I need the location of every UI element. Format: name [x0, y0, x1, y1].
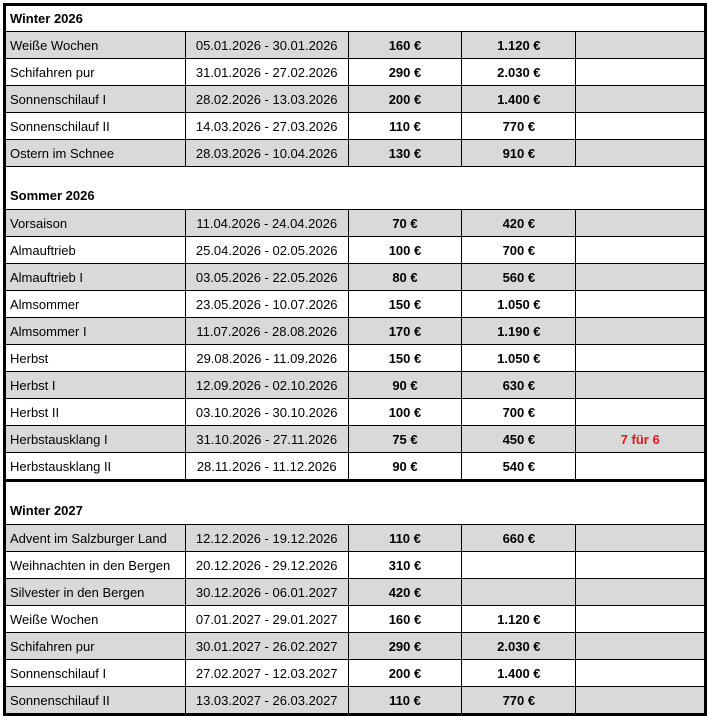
week-price-cell: 770 € — [462, 687, 576, 715]
week-price-cell: 910 € — [462, 140, 576, 167]
note-cell — [576, 552, 706, 579]
price-cell: 310 € — [348, 552, 462, 579]
season-name-cell: Herbstausklang II — [5, 453, 186, 481]
price-cell: 130 € — [348, 140, 462, 167]
period-cell: 25.04.2026 - 02.05.2026 — [185, 237, 348, 264]
price-table-body — [5, 5, 706, 715]
note-cell — [576, 453, 706, 481]
season-name-cell: Schifahren pur — [5, 633, 186, 660]
price-cell: 170 € — [348, 318, 462, 345]
week-price-cell: 770 € — [462, 113, 576, 140]
week-price-cell: 1.190 € — [462, 318, 576, 345]
period-cell: 03.05.2026 - 22.05.2026 — [185, 264, 348, 291]
note-cell — [576, 606, 706, 633]
week-price-cell: 2.030 € — [462, 59, 576, 86]
period-cell: 11.07.2026 - 28.08.2026 — [185, 318, 348, 345]
season-name-cell: Sonnenschilauf II — [5, 113, 186, 140]
section-title: Winter 2027 — [5, 481, 706, 525]
table-row — [5, 426, 706, 453]
season-name-cell: Sonnenschilauf I — [5, 86, 186, 113]
period-cell: 12.09.2026 - 02.10.2026 — [185, 372, 348, 399]
section-header-row — [5, 5, 706, 32]
note-cell — [576, 113, 706, 140]
price-table — [3, 3, 707, 716]
table-row — [5, 372, 706, 399]
period-cell: 30.12.2026 - 06.01.2027 — [185, 579, 348, 606]
note-cell — [576, 237, 706, 264]
period-cell: 13.03.2027 - 26.03.2027 — [185, 687, 348, 715]
period-cell: 20.12.2026 - 29.12.2026 — [185, 552, 348, 579]
season-name-cell: Almauftrieb I — [5, 264, 186, 291]
price-cell: 290 € — [348, 633, 462, 660]
period-cell: 27.02.2027 - 12.03.2027 — [185, 660, 348, 687]
price-cell: 90 € — [348, 453, 462, 481]
period-cell: 30.01.2027 - 26.02.2027 — [185, 633, 348, 660]
table-row — [5, 59, 706, 86]
period-cell: 29.08.2026 - 11.09.2026 — [185, 345, 348, 372]
week-price-cell: 1.400 € — [462, 660, 576, 687]
table-row — [5, 687, 706, 715]
price-cell: 110 € — [348, 113, 462, 140]
season-name-cell: Ostern im Schnee — [5, 140, 186, 167]
table-row — [5, 345, 706, 372]
price-cell: 70 € — [348, 210, 462, 237]
week-price-cell: 450 € — [462, 426, 576, 453]
table-row — [5, 525, 706, 552]
week-price-cell: 1.400 € — [462, 86, 576, 113]
week-price-cell: 1.120 € — [462, 32, 576, 59]
period-cell: 12.12.2026 - 19.12.2026 — [185, 525, 348, 552]
period-cell: 05.01.2026 - 30.01.2026 — [185, 32, 348, 59]
price-cell: 200 € — [348, 660, 462, 687]
note-cell — [576, 633, 706, 660]
week-price-cell: 700 € — [462, 237, 576, 264]
week-price-cell: 700 € — [462, 399, 576, 426]
table-row — [5, 264, 706, 291]
table-row — [5, 113, 706, 140]
season-name-cell: Herbst — [5, 345, 186, 372]
price-cell: 160 € — [348, 32, 462, 59]
season-name-cell: Herbst II — [5, 399, 186, 426]
week-price-cell: 2.030 € — [462, 633, 576, 660]
week-price-cell: 630 € — [462, 372, 576, 399]
price-cell: 100 € — [348, 237, 462, 264]
note-cell — [576, 372, 706, 399]
week-price-cell: 1.050 € — [462, 291, 576, 318]
price-cell: 80 € — [348, 264, 462, 291]
note-cell — [576, 318, 706, 345]
week-price-cell: 420 € — [462, 210, 576, 237]
season-name-cell: Vorsaison — [5, 210, 186, 237]
section-title: Sommer 2026 — [5, 167, 706, 210]
note-cell — [576, 59, 706, 86]
week-price-cell: 1.050 € — [462, 345, 576, 372]
table-row — [5, 606, 706, 633]
season-name-cell: Almauftrieb — [5, 237, 186, 264]
table-row — [5, 32, 706, 59]
season-name-cell: Herbstausklang I — [5, 426, 186, 453]
table-row — [5, 86, 706, 113]
season-name-cell: Weiße Wochen — [5, 606, 186, 633]
season-name-cell: Silvester in den Bergen — [5, 579, 186, 606]
season-name-cell: Schifahren pur — [5, 59, 186, 86]
season-name-cell: Advent im Salzburger Land — [5, 525, 186, 552]
table-row — [5, 579, 706, 606]
note-cell — [576, 291, 706, 318]
note-cell: 7 für 6 — [576, 426, 706, 453]
season-name-cell: Almsommer — [5, 291, 186, 318]
table-row — [5, 399, 706, 426]
price-cell: 110 € — [348, 525, 462, 552]
period-cell: 31.10.2026 - 27.11.2026 — [185, 426, 348, 453]
note-cell — [576, 32, 706, 59]
table-row — [5, 552, 706, 579]
season-name-cell: Sonnenschilauf II — [5, 687, 186, 715]
note-cell — [576, 687, 706, 715]
week-price-cell: 560 € — [462, 264, 576, 291]
week-price-cell: 540 € — [462, 453, 576, 481]
price-cell: 150 € — [348, 291, 462, 318]
price-cell: 110 € — [348, 687, 462, 715]
note-cell — [576, 86, 706, 113]
season-name-cell: Herbst I — [5, 372, 186, 399]
table-row — [5, 453, 706, 481]
season-name-cell: Weihnachten in den Bergen — [5, 552, 186, 579]
section-header-row — [5, 167, 706, 210]
table-row — [5, 237, 706, 264]
week-price-cell: 1.120 € — [462, 606, 576, 633]
note-cell — [576, 579, 706, 606]
price-cell: 100 € — [348, 399, 462, 426]
note-cell — [576, 140, 706, 167]
period-cell: 28.11.2026 - 11.12.2026 — [185, 453, 348, 481]
week-price-cell: 660 € — [462, 525, 576, 552]
week-price-cell — [462, 579, 576, 606]
week-price-cell — [462, 552, 576, 579]
period-cell: 07.01.2027 - 29.01.2027 — [185, 606, 348, 633]
section-header-row — [5, 481, 706, 525]
table-row — [5, 633, 706, 660]
table-row — [5, 318, 706, 345]
price-cell: 90 € — [348, 372, 462, 399]
note-cell — [576, 210, 706, 237]
period-cell: 28.02.2026 - 13.03.2026 — [185, 86, 348, 113]
price-cell: 75 € — [348, 426, 462, 453]
period-cell: 23.05.2026 - 10.07.2026 — [185, 291, 348, 318]
price-cell: 150 € — [348, 345, 462, 372]
period-cell: 28.03.2026 - 10.04.2026 — [185, 140, 348, 167]
price-cell: 420 € — [348, 579, 462, 606]
note-cell — [576, 264, 706, 291]
season-name-cell: Sonnenschilauf I — [5, 660, 186, 687]
section-title: Winter 2026 — [5, 5, 706, 32]
note-cell — [576, 525, 706, 552]
price-cell: 200 € — [348, 86, 462, 113]
price-cell: 290 € — [348, 59, 462, 86]
period-cell: 11.04.2026 - 24.04.2026 — [185, 210, 348, 237]
price-cell: 160 € — [348, 606, 462, 633]
season-name-cell: Weiße Wochen — [5, 32, 186, 59]
table-row — [5, 210, 706, 237]
period-cell: 31.01.2026 - 27.02.2026 — [185, 59, 348, 86]
period-cell: 03.10.2026 - 30.10.2026 — [185, 399, 348, 426]
table-row — [5, 291, 706, 318]
table-row — [5, 140, 706, 167]
season-name-cell: Almsommer I — [5, 318, 186, 345]
note-cell — [576, 660, 706, 687]
table-row — [5, 660, 706, 687]
note-cell — [576, 399, 706, 426]
note-cell — [576, 345, 706, 372]
period-cell: 14.03.2026 - 27.03.2026 — [185, 113, 348, 140]
